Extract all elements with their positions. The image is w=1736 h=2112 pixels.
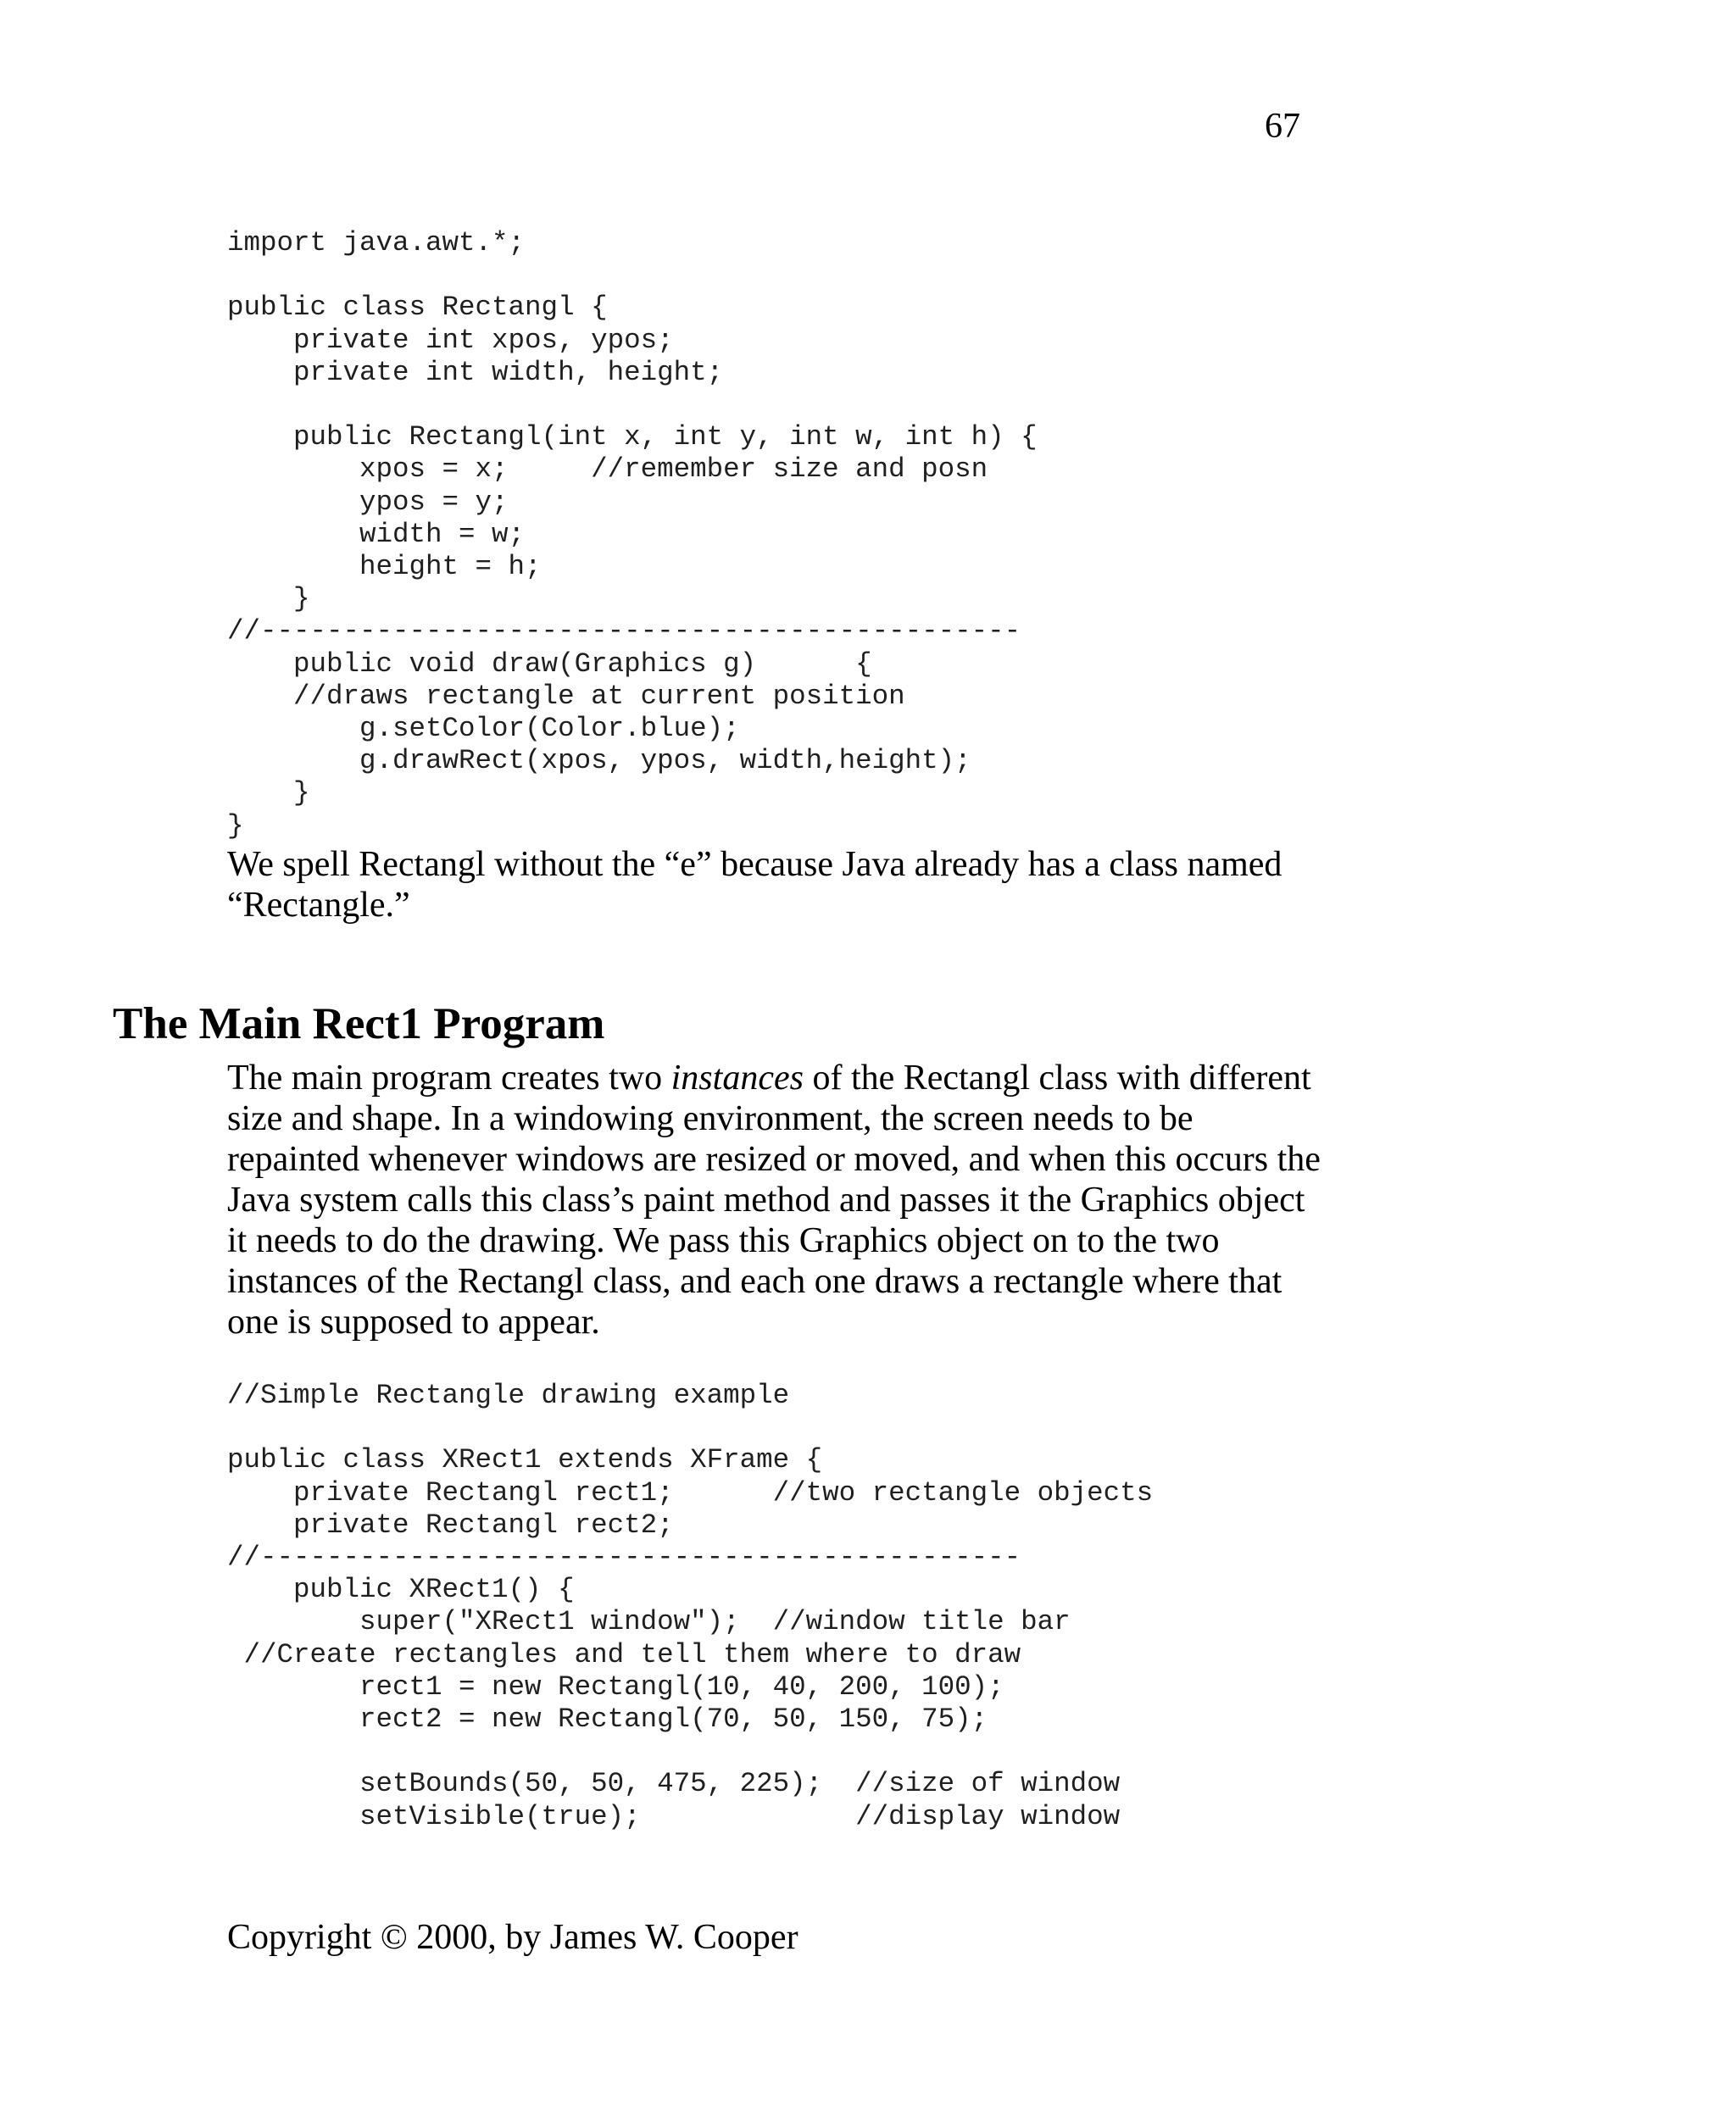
code-block-rectangl-class: import java.awt.*; public class Rectangl { private int xpos, ypos; private int width, height; public Rectangl(int x, int y, int w, int h) { xpos = x; //remember size and posn ypos = y; width = w; height = h; } //---------------------------------------------- public void draw(Graphics g) { //draws rectangle at current position g.setColor(Color.blue); g.drawRect(xpos, ypos, width,height); } } (227, 227, 1038, 842)
copyright-footer: Copyright © 2000, by James W. Cooper (227, 1918, 798, 1957)
paragraph-text-after: of the Rectangl class with different size and shape. In a windowing environment, the screen needs to be repainted whenever windows are resized or moved, and when this occurs the Java system calls this class’s paint method and passes it the Graphics object it needs to do the drawing. We pass this Graphics object on to the two instances of the Rectangl class, and each one draws a rectangle where that one is supposed to appear. (227, 1059, 1321, 1342)
paragraph-text-before: The main program creates two (227, 1059, 671, 1098)
emphasis-instances: instances (670, 1059, 804, 1098)
section-heading: The Main Rect1 Program (113, 999, 605, 1048)
body-paragraph-main-program (227, 1058, 1329, 1342)
code-block-xrect1-class: //Simple Rectangle drawing example public class XRect1 extends XFrame { private Rectangl rect1; //two rectangle objects private Rectangl rect2; //---------------------------------------------- public XRect1() { super("XRect1 window"); //window title bar //Create rectangles and tell them where to draw rect1 = new Rectangl(10, 40, 200, 100); rect2 = new Rectangl(70, 50, 150, 75); setBounds(50, 50, 475, 225); //size of window setVisible(true); //display window (227, 1380, 1154, 1832)
body-paragraph-rectangl-spelling: We spell Rectangl without the “e” because Java already has a class named “Rectangle.” (227, 845, 1283, 925)
page-number: 67 (1265, 107, 1300, 146)
